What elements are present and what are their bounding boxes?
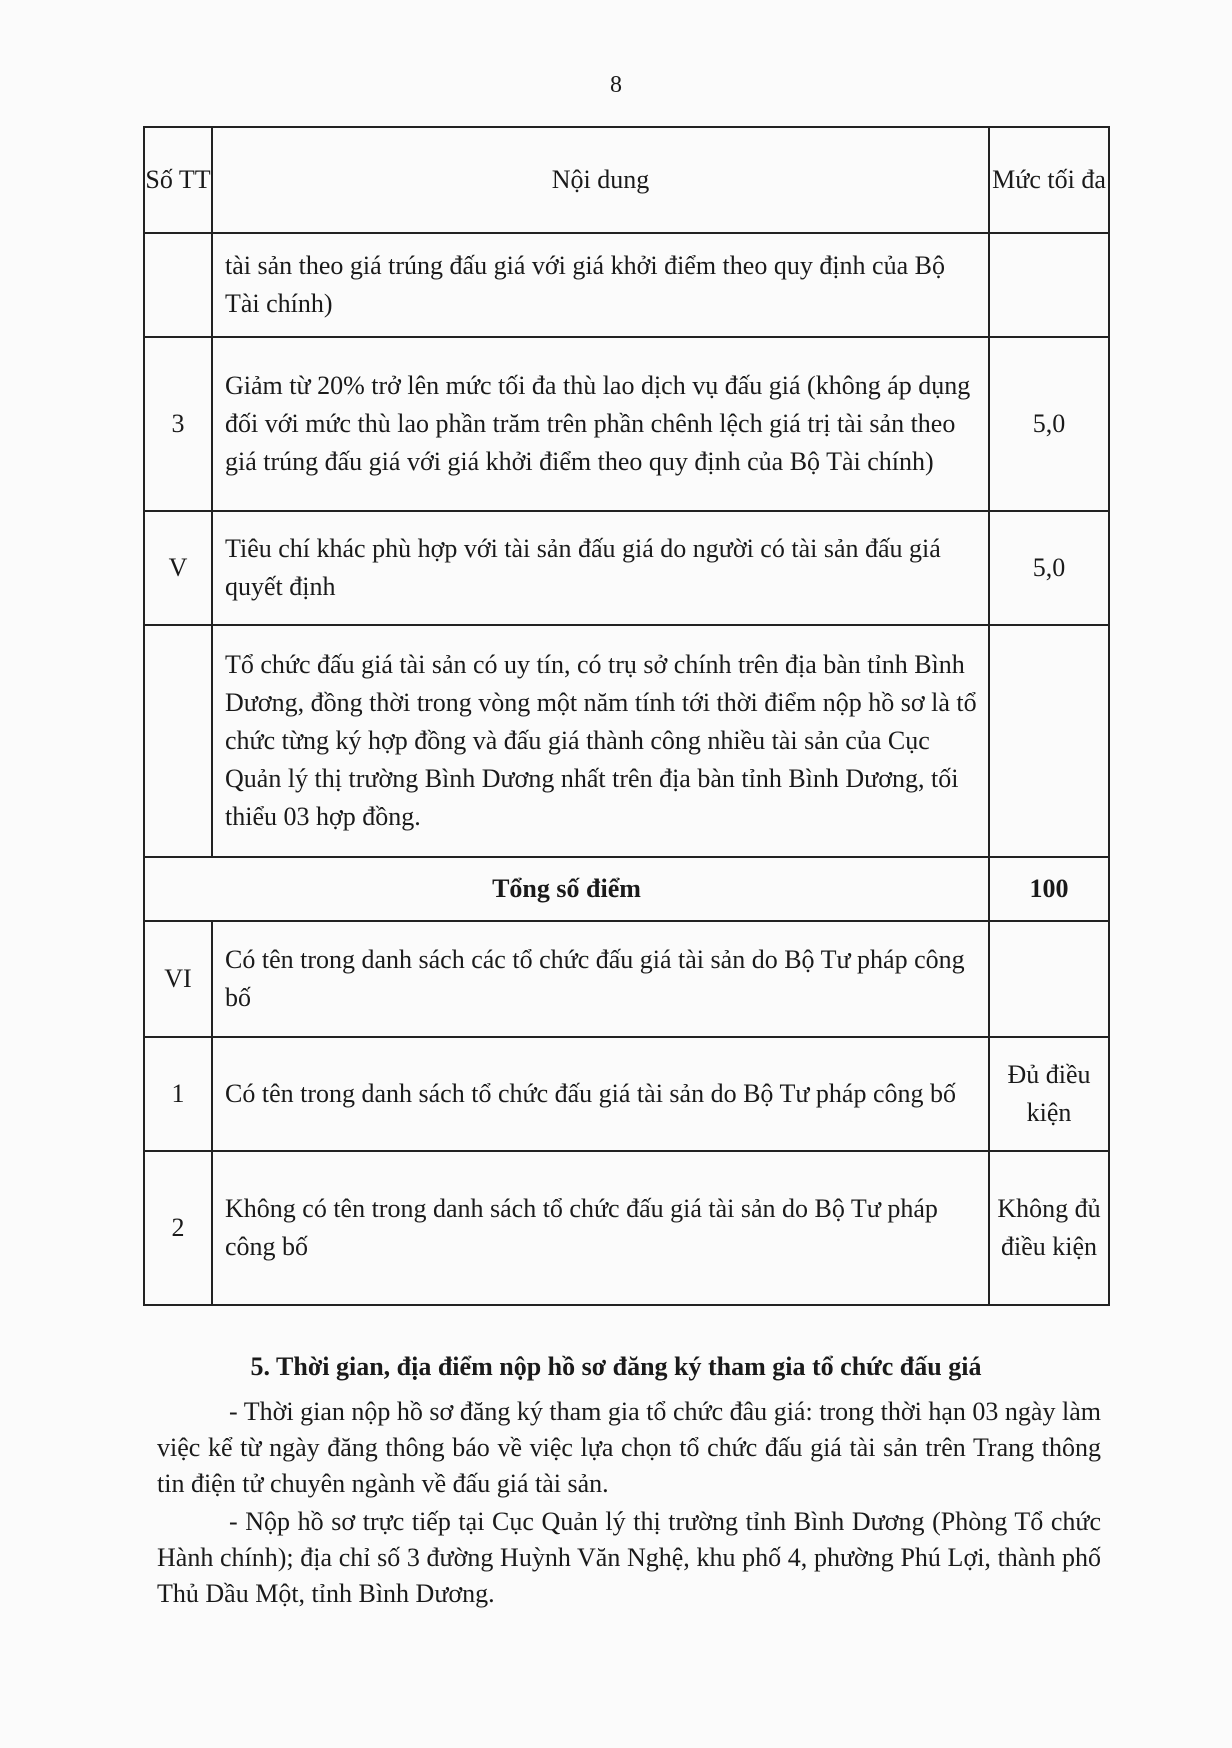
- row-content: Có tên trong danh sách các tổ chức đấu giá tài sản do Bộ Tư pháp công bố: [212, 921, 989, 1037]
- row-max: [989, 625, 1109, 857]
- row-max: Đủ điều kiện: [989, 1037, 1109, 1151]
- table-row: [144, 511, 1109, 625]
- row-stt: VI: [144, 921, 212, 1037]
- paragraph-time: - Thời gian nộp hồ sơ đăng ký tham gia tổ chức đâu giá: trong thời hạn 03 ngày làm việc kể từ ngày đăng thông báo về việc lựa chọn tổ chức đấu giá tài sản trên Trang thông tin điện tử chuyên ngành về đấu giá tài sản.: [157, 1397, 1101, 1498]
- table-row: [144, 625, 1109, 857]
- section-title: 5. Thời gian, địa điểm nộp hồ sơ đăng ký tham gia tổ chức đấu giá: [250, 1352, 982, 1381]
- row-content: Không có tên trong danh sách tổ chức đấu giá tài sản do Bộ Tư pháp công bố: [212, 1151, 989, 1305]
- table-row: [144, 233, 1109, 337]
- total-value: 100: [989, 857, 1109, 921]
- row-max: [989, 921, 1109, 1037]
- table-row: [144, 1151, 1109, 1305]
- total-label: Tổng số điểm: [144, 857, 989, 921]
- row-content: Tiêu chí khác phù hợp với tài sản đấu giá do người có tài sản đấu giá quyết định: [212, 511, 989, 625]
- header-stt: Số TT: [144, 127, 212, 233]
- row-content: Tổ chức đấu giá tài sản có uy tín, có trụ sở chính trên địa bàn tỉnh Bình Dương, đồng thời trong vòng một năm tính tới thời điểm nộp hồ sơ là tổ chức từng ký hợp đồng và đấu giá thành công nhiều tài sản của Cục Quản lý thị trường Bình Dương nhất trên địa bàn tỉnh Bình Dương, tối thiểu 03 hợp đồng.: [212, 625, 989, 857]
- table-row: [144, 337, 1109, 511]
- row-content: tài sản theo giá trúng đấu giá với giá khởi điểm theo quy định của Bộ Tài chính): [212, 233, 989, 337]
- table-row: [144, 921, 1109, 1037]
- table-row: [144, 1037, 1109, 1151]
- total-row: [144, 857, 1109, 921]
- row-stt: V: [144, 511, 212, 625]
- table-header-row: [144, 127, 1109, 233]
- row-max: [989, 233, 1109, 337]
- row-stt: [144, 233, 212, 337]
- row-stt: [144, 625, 212, 857]
- paragraph-location: - Nộp hồ sơ trực tiếp tại Cục Quản lý thị trường tỉnh Bình Dương (Phòng Tổ chức Hành chính); địa chỉ số 3 đường Huỳnh Văn Nghệ, khu phố 4, phường Phú Lợi, thành phố Thủ Dầu Một, tỉnh Bình Dương.: [157, 1507, 1101, 1608]
- page-number: 8: [610, 72, 622, 98]
- row-stt: 1: [144, 1037, 212, 1151]
- row-stt: 2: [144, 1151, 212, 1305]
- row-max: Không đủ điều kiện: [989, 1151, 1109, 1305]
- row-content: Có tên trong danh sách tổ chức đấu giá tài sản do Bộ Tư pháp công bố: [212, 1037, 989, 1151]
- row-stt: 3: [144, 337, 212, 511]
- header-max: Mức tối đa: [989, 127, 1109, 233]
- header-content: Nội dung: [212, 127, 989, 233]
- row-content: Giảm từ 20% trở lên mức tối đa thù lao dịch vụ đấu giá (không áp dụng đối với mức thù lao phần trăm trên phần chênh lệch giá trị tài sản theo giá trúng đấu giá với giá khởi điểm theo quy định của Bộ Tài chính): [212, 337, 989, 511]
- row-max: 5,0: [989, 337, 1109, 511]
- scoring-table: [143, 126, 1110, 1306]
- row-max: 5,0: [989, 511, 1109, 625]
